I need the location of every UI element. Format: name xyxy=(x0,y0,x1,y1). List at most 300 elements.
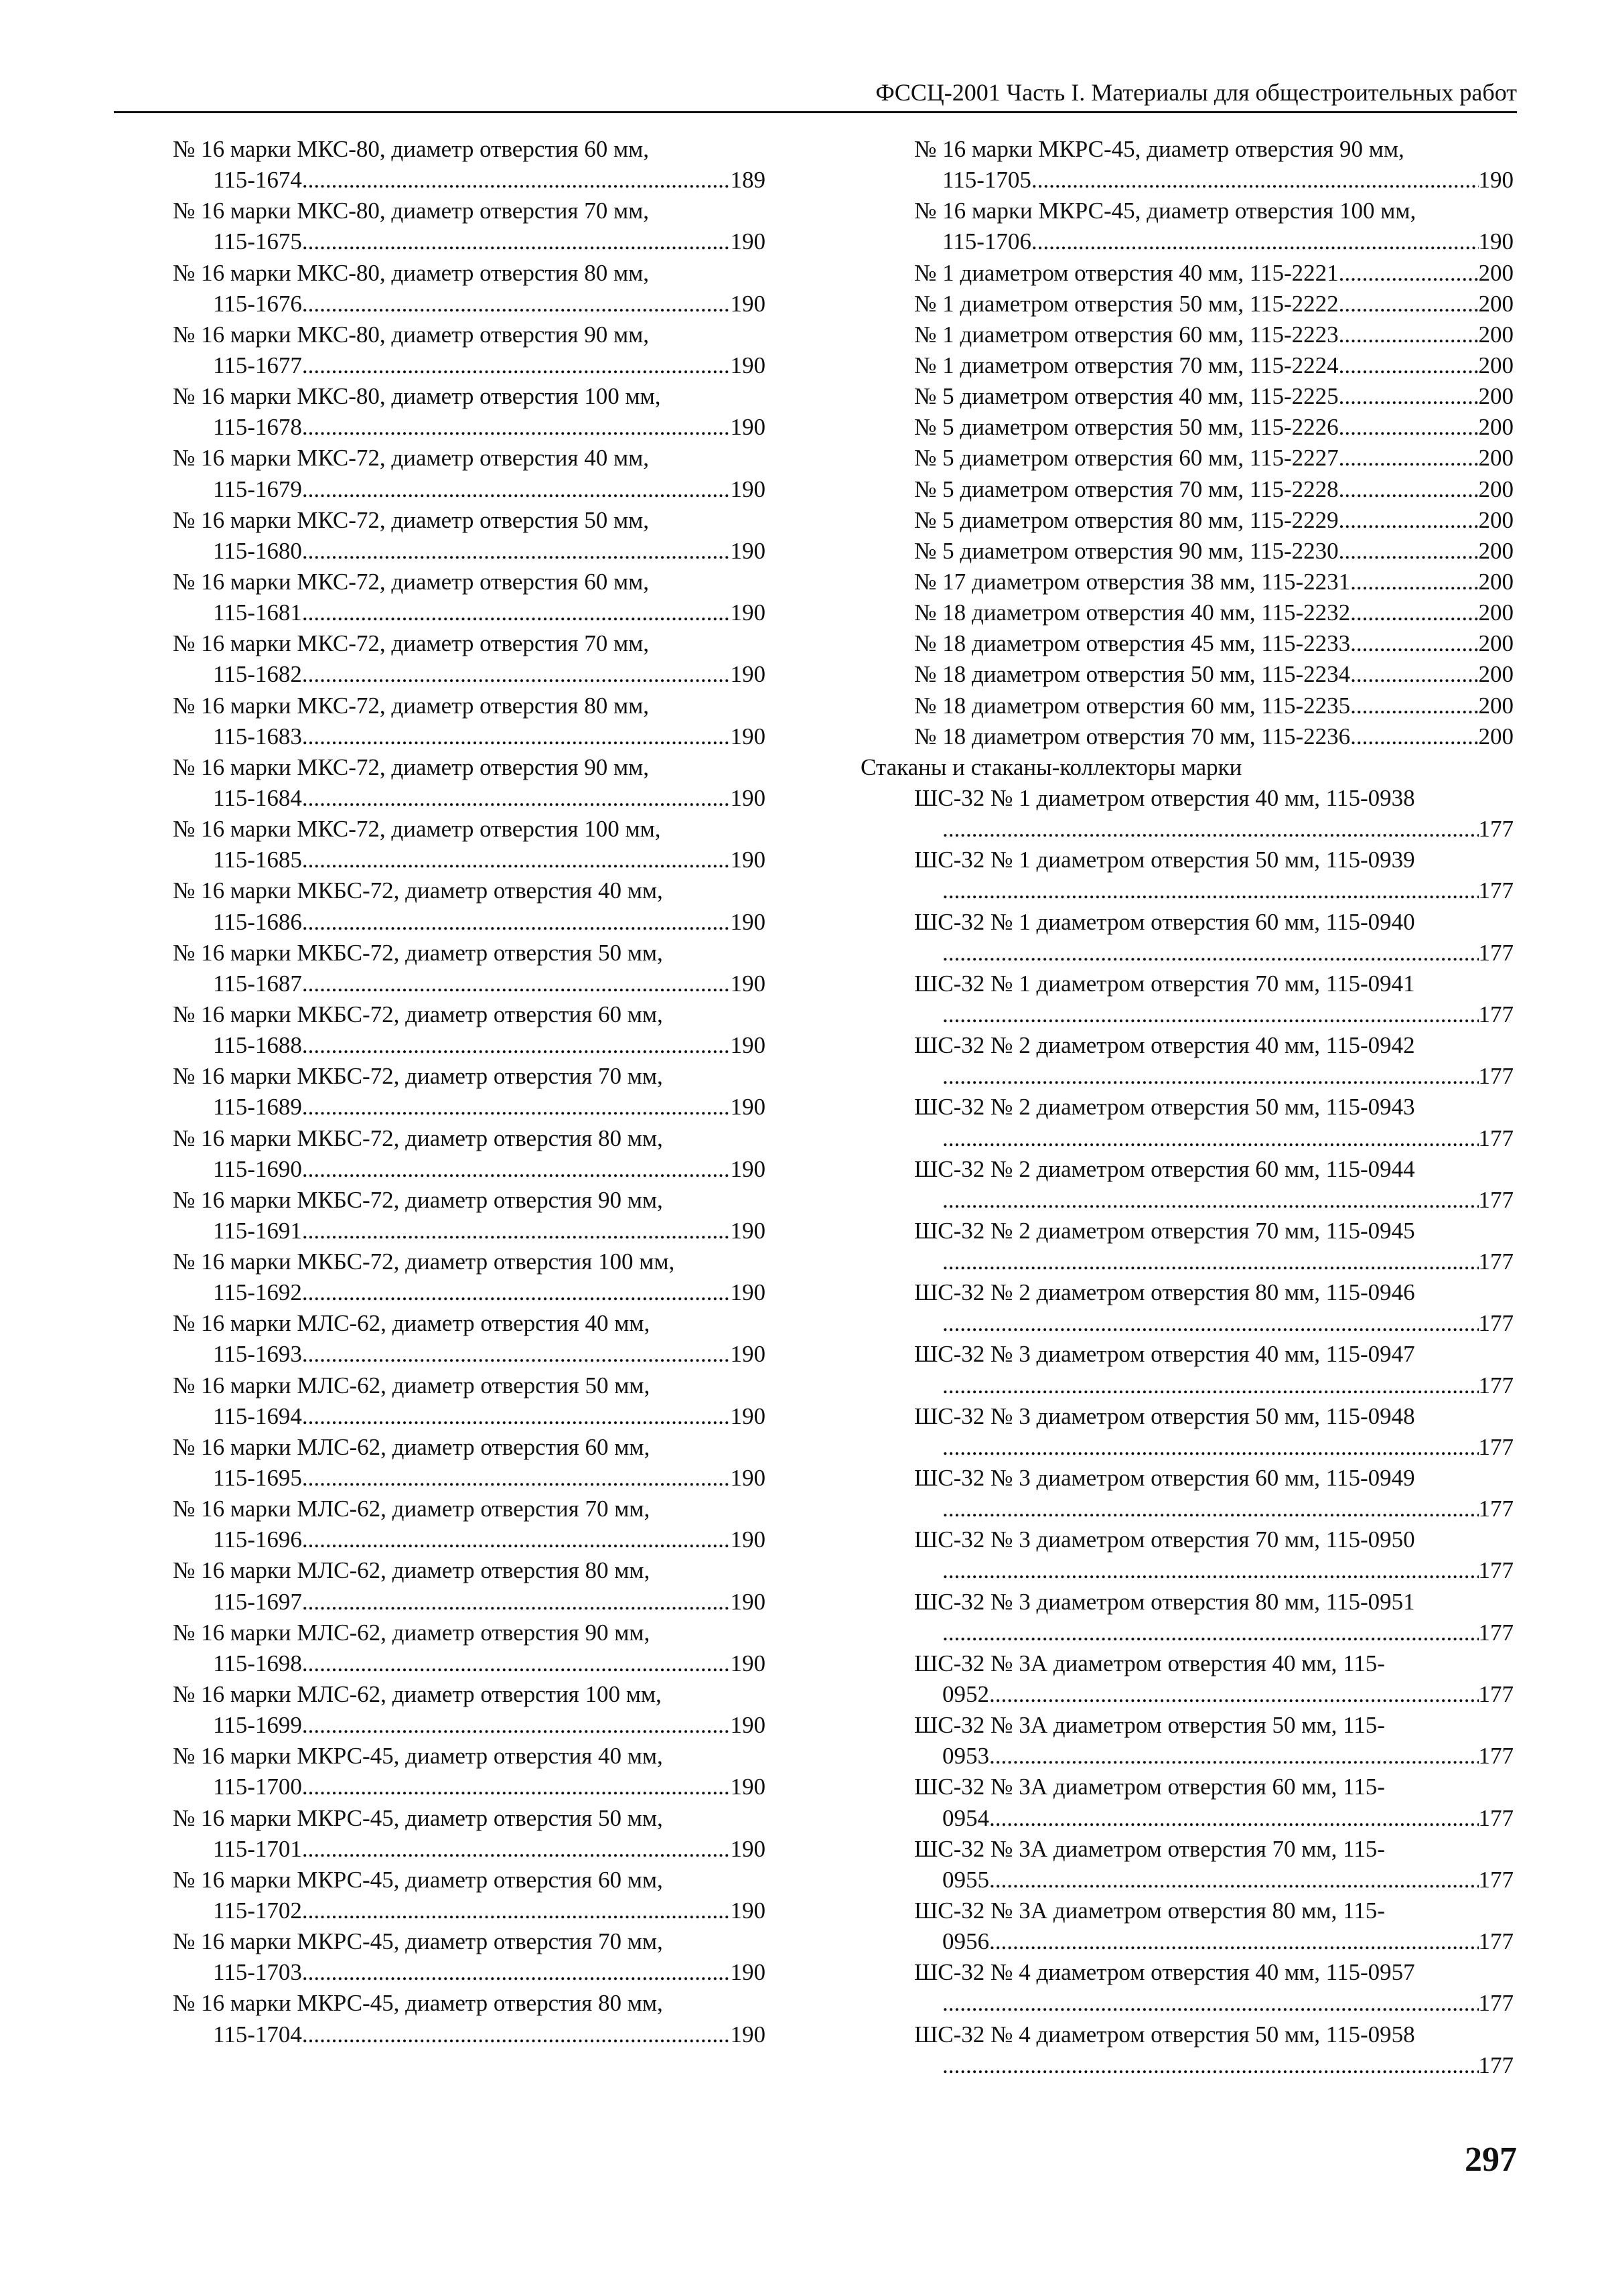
index-entry-text: ШС-32 № 2 диаметром отверстия 70 мм, 115-0945 xyxy=(914,1217,1415,1244)
entry-page-ref: 190 xyxy=(730,352,765,378)
index-entry-text: ШС-32 № 3 диаметром отверстия 80 мм, 115-0951 xyxy=(914,1588,1415,1615)
index-entry-leader-line xyxy=(173,474,765,505)
dot-leader xyxy=(989,1865,1479,1895)
index-entry-text: ШС-32 № 1 диаметром отверстия 60 мм, 115-0940 xyxy=(914,908,1415,935)
entry-page-ref: 190 xyxy=(730,1897,765,1924)
dot-leader xyxy=(302,1587,731,1618)
entry-code: 115-1689 xyxy=(213,1094,302,1121)
index-entry-leader-line xyxy=(914,659,1514,690)
index-entry-leader-line xyxy=(173,1401,765,1432)
index-entry-text: № 16 марки МКС-80, диаметр отверстия 80 мм, xyxy=(173,259,650,286)
index-entry-text: № 16 марки МКС-72, диаметр отверстия 60 мм, xyxy=(173,568,650,595)
entry-page-ref: 200 xyxy=(1478,414,1514,441)
entry-code: 115-1682 xyxy=(213,661,302,688)
index-entry-text: № 16 марки МЛС-62, диаметр отверстия 60 мм, xyxy=(173,1433,650,1460)
entry-page-ref: 190 xyxy=(730,1465,765,1492)
dot-leader xyxy=(302,968,731,999)
dot-leader xyxy=(302,226,731,257)
index-entry-text: № 16 марки МКС-80, диаметр отверстия 90 мм, xyxy=(173,321,650,348)
index-entry-leader-line xyxy=(914,1988,1514,2019)
index-entry-text: ШС-32 № 3А диаметром отверстия 60 мм, 115- xyxy=(914,1774,1385,1800)
dot-leader xyxy=(302,1463,731,1494)
entry-code: № 1 диаметром отверстия 40 мм, 115-2221 xyxy=(914,259,1339,286)
entry-code: № 18 диаметром отверстия 70 мм, 115-2236 xyxy=(914,723,1351,749)
entry-page-ref: 200 xyxy=(1478,352,1514,378)
entry-code: 0955 xyxy=(942,1866,989,1893)
dot-leader xyxy=(302,1030,731,1061)
entry-page-ref: 200 xyxy=(1478,568,1514,595)
entry-page-ref: 190 xyxy=(730,537,765,564)
dot-leader xyxy=(302,1834,731,1865)
index-entry-leader-line xyxy=(914,1803,1514,1834)
entry-code: 115-1693 xyxy=(213,1341,302,1368)
entry-page-ref: 177 xyxy=(1478,1125,1514,1151)
entry-page-ref: 177 xyxy=(1478,1001,1514,1027)
index-entry-text: № 16 марки МКРС-45, диаметр отверстия 90 мм, xyxy=(914,136,1404,162)
index-entry-text: ШС-32 № 2 диаметром отверстия 40 мм, 115-0942 xyxy=(914,1032,1415,1059)
index-entry-leader-line xyxy=(914,443,1514,474)
index-entry-leader-line xyxy=(173,1895,765,1926)
dot-leader xyxy=(989,1741,1479,1772)
entry-page-ref: 190 xyxy=(730,1959,765,1986)
entry-code: 115-1694 xyxy=(213,1403,302,1429)
index-entry-text: № 16 марки МКС-72, диаметр отверстия 70 мм, xyxy=(173,630,650,657)
index-entry-leader-line xyxy=(914,536,1514,567)
index-entry-leader-line xyxy=(173,1524,765,1555)
dot-leader xyxy=(1350,597,1478,628)
entry-page-ref: 177 xyxy=(1478,1990,1514,2017)
dot-leader xyxy=(302,1710,731,1741)
entry-code: 115-1686 xyxy=(213,908,302,935)
index-entry-text: ШС-32 № 1 диаметром отверстия 50 мм, 115-0939 xyxy=(914,847,1415,873)
dot-leader xyxy=(1339,536,1479,567)
dot-leader xyxy=(989,1803,1479,1834)
entry-code: 115-1678 xyxy=(213,414,302,441)
index-entry-leader-line xyxy=(914,381,1514,412)
entry-page-ref: 190 xyxy=(730,414,765,441)
entry-page-ref: 177 xyxy=(1478,1804,1514,1831)
dot-leader xyxy=(942,1123,1479,1154)
entry-code: 115-1706 xyxy=(942,228,1031,255)
entry-page-ref: 200 xyxy=(1478,723,1514,749)
entry-page-ref: 177 xyxy=(1478,1928,1514,1955)
index-entry-text: № 16 марки МКС-72, диаметр отверстия 40 мм, xyxy=(173,445,650,472)
entry-page-ref: 200 xyxy=(1478,290,1514,317)
entry-page-ref: 177 xyxy=(1478,1433,1514,1460)
dot-leader xyxy=(302,165,731,196)
entry-page-ref: 190 xyxy=(730,1835,765,1862)
dot-leader xyxy=(1339,350,1479,381)
entry-page-ref: 190 xyxy=(730,290,765,317)
index-entry-leader-line xyxy=(914,1679,1514,1710)
index-entry-leader-line xyxy=(173,226,765,257)
dot-leader xyxy=(1031,165,1479,196)
dot-leader xyxy=(942,1370,1479,1401)
entry-code: 115-1691 xyxy=(213,1217,302,1244)
dot-leader xyxy=(302,1339,731,1370)
index-entry-leader-line xyxy=(173,1216,765,1246)
dot-leader xyxy=(942,2050,1479,2081)
index-entry-text: ШС-32 № 3А диаметром отверстия 80 мм, 115- xyxy=(914,1897,1385,1924)
entry-page-ref: 200 xyxy=(1478,692,1514,719)
index-entry-text: ШС-32 № 2 диаметром отверстия 50 мм, 115-0943 xyxy=(914,1094,1415,1121)
index-entry-leader-line xyxy=(914,938,1514,968)
entry-page-ref: 177 xyxy=(1478,939,1514,966)
index-entry-leader-line xyxy=(914,319,1514,350)
index-entry-text: ШС-32 № 3 диаметром отверстия 60 мм, 115-0949 xyxy=(914,1465,1415,1492)
dot-leader xyxy=(989,1926,1479,1957)
index-entry-text: № 16 марки МКБС-72, диаметр отверстия 90 мм, xyxy=(173,1186,663,1213)
index-entry-leader-line xyxy=(914,999,1514,1030)
index-entry-text: № 16 марки МКС-80, диаметр отверстия 100 мм, xyxy=(173,383,661,410)
index-entry-leader-line xyxy=(914,1618,1514,1648)
index-entry-text: № 16 марки МКС-72, диаметр отверстия 90 мм, xyxy=(173,754,650,780)
entry-page-ref: 190 xyxy=(730,1712,765,1739)
page-number: 297 xyxy=(1465,2141,1517,2179)
index-entry-leader-line xyxy=(914,1494,1514,1524)
dot-leader xyxy=(1339,319,1479,350)
entry-page-ref: 200 xyxy=(1478,321,1514,348)
dot-leader xyxy=(302,350,731,381)
dot-leader xyxy=(302,845,731,875)
entry-code: 115-1704 xyxy=(213,2021,302,2048)
entry-code: 115-1701 xyxy=(213,1835,302,1862)
index-entry-leader-line xyxy=(173,350,765,381)
dot-leader xyxy=(1339,381,1479,412)
index-entry-leader-line xyxy=(914,691,1514,721)
index-entry-text: № 16 марки МЛС-62, диаметр отверстия 40 мм, xyxy=(173,1310,650,1337)
entry-page-ref: 190 xyxy=(730,847,765,873)
index-entry-leader-line xyxy=(914,1926,1514,1957)
index-entry-text: № 16 марки МЛС-62, диаметр отверстия 100 мм, xyxy=(173,1681,662,1708)
dot-leader xyxy=(942,1494,1479,1524)
index-entry-leader-line xyxy=(173,1834,765,1865)
index-entry-leader-line xyxy=(173,845,765,875)
entry-code: 115-1687 xyxy=(213,970,302,997)
dot-leader xyxy=(942,1618,1479,1648)
index-entry-leader-line xyxy=(914,567,1514,597)
index-entry-leader-line xyxy=(173,968,765,999)
index-entry-leader-line xyxy=(914,505,1514,536)
entry-page-ref: 177 xyxy=(1478,1557,1514,1584)
entry-code: 115-1674 xyxy=(213,167,302,194)
index-entry-text: № 16 марки МКРС-45, диаметр отверстия 100 мм, xyxy=(914,198,1416,224)
index-entry-leader-line xyxy=(914,289,1514,319)
entry-code: 115-1699 xyxy=(213,1712,302,1739)
entry-page-ref: 190 xyxy=(730,1094,765,1121)
entry-code: № 5 диаметром отверстия 80 мм, 115-2229 xyxy=(914,506,1339,533)
index-entry-text: № 16 марки МКС-72, диаметр отверстия 100 мм, xyxy=(173,816,661,843)
dot-leader xyxy=(942,1185,1479,1216)
entry-code: 115-1702 xyxy=(213,1897,302,1924)
entry-code: № 18 диаметром отверстия 40 мм, 115-2232 xyxy=(914,599,1351,626)
entry-code: № 5 диаметром отверстия 40 мм, 115-2225 xyxy=(914,383,1339,410)
dot-leader xyxy=(1339,443,1479,474)
entry-page-ref: 200 xyxy=(1478,476,1514,502)
dot-leader xyxy=(1339,474,1479,505)
index-entry-leader-line xyxy=(914,597,1514,628)
dot-leader xyxy=(942,875,1479,906)
entry-code: 115-1690 xyxy=(213,1155,302,1182)
dot-leader xyxy=(942,1988,1479,2019)
index-entry-text: ШС-32 № 3А диаметром отверстия 40 мм, 115- xyxy=(914,1650,1385,1676)
index-entry-text: № 16 марки МКРС-45, диаметр отверстия 70 мм, xyxy=(173,1928,663,1955)
entry-code: № 18 диаметром отверстия 60 мм, 115-2235 xyxy=(914,692,1351,719)
dot-leader xyxy=(302,1216,731,1246)
entry-page-ref: 190 xyxy=(730,908,765,935)
index-entry-leader-line xyxy=(173,165,765,196)
entry-page-ref: 200 xyxy=(1478,630,1514,657)
entry-page-ref: 190 xyxy=(730,1526,765,1553)
entry-page-ref: 190 xyxy=(1478,228,1514,255)
entry-code: 115-1703 xyxy=(213,1959,302,1986)
index-column-left xyxy=(173,134,765,2050)
entry-page-ref: 190 xyxy=(730,476,765,502)
dot-leader xyxy=(302,1524,731,1555)
index-entry-text: № 16 марки МКС-80, диаметр отверстия 60 мм, xyxy=(173,136,650,162)
entry-page-ref: 200 xyxy=(1478,259,1514,286)
dot-leader xyxy=(1350,659,1478,690)
dot-leader xyxy=(302,289,731,319)
dot-leader xyxy=(942,1432,1479,1463)
index-entry-leader-line xyxy=(914,1308,1514,1339)
index-entry-leader-line xyxy=(173,597,765,628)
index-entry-leader-line xyxy=(173,1277,765,1308)
index-entry-leader-line xyxy=(173,1154,765,1185)
entry-page-ref: 190 xyxy=(730,1032,765,1059)
dot-leader xyxy=(302,1957,731,1988)
entry-code: 115-1696 xyxy=(213,1526,302,1553)
dot-leader xyxy=(302,1154,731,1185)
entry-page-ref: 200 xyxy=(1478,383,1514,410)
entry-code: 115-1677 xyxy=(213,352,302,378)
index-entry-leader-line xyxy=(173,1463,765,1494)
entry-page-ref: 190 xyxy=(730,1217,765,1244)
index-entry-leader-line xyxy=(914,1246,1514,1277)
index-entry-text: № 16 марки МКРС-45, диаметр отверстия 80 мм, xyxy=(173,1990,663,2017)
dot-leader xyxy=(302,1895,731,1926)
index-entry-text: ШС-32 № 3А диаметром отверстия 70 мм, 115- xyxy=(914,1835,1385,1862)
entry-code: 115-1676 xyxy=(213,290,302,317)
dot-leader xyxy=(302,1772,731,1802)
entry-page-ref: 190 xyxy=(730,970,765,997)
entry-page-ref: 190 xyxy=(730,1403,765,1429)
dot-leader xyxy=(942,1246,1479,1277)
entry-page-ref: 200 xyxy=(1478,506,1514,533)
index-entry-leader-line xyxy=(173,536,765,567)
index-entry-leader-line xyxy=(914,628,1514,659)
dot-leader xyxy=(302,536,731,567)
index-entry-text: № 16 марки МКБС-72, диаметр отверстия 80 мм, xyxy=(173,1125,663,1151)
entry-code: 0953 xyxy=(942,1743,989,1770)
index-entry-leader-line xyxy=(173,659,765,690)
index-entry-text: № 16 марки МКБС-72, диаметр отверстия 40 мм, xyxy=(173,877,663,904)
entry-code: 0956 xyxy=(942,1928,989,1955)
entry-code: 115-1685 xyxy=(213,847,302,873)
dot-leader xyxy=(302,597,731,628)
entry-page-ref: 177 xyxy=(1478,1310,1514,1337)
dot-leader xyxy=(1350,628,1478,659)
index-entry-leader-line xyxy=(914,875,1514,906)
entry-code: 115-1675 xyxy=(213,228,302,255)
entry-page-ref: 190 xyxy=(730,723,765,749)
index-entry-text: № 16 марки МКС-72, диаметр отверстия 50 мм, xyxy=(173,506,650,533)
running-header xyxy=(114,75,1517,113)
entry-code: 115-1679 xyxy=(213,476,302,502)
dot-leader xyxy=(942,1555,1479,1586)
section-heading: Стаканы и стаканы-коллекторы марки xyxy=(861,754,1242,780)
entry-code: № 5 диаметром отверстия 60 мм, 115-2227 xyxy=(914,445,1339,472)
entry-page-ref: 177 xyxy=(1478,1619,1514,1646)
dot-leader xyxy=(942,999,1479,1030)
index-entry-text: ШС-32 № 4 диаметром отверстия 50 мм, 115-0958 xyxy=(914,2021,1415,2048)
dot-leader xyxy=(1339,505,1479,536)
dot-leader xyxy=(1339,289,1479,319)
entry-page-ref: 190 xyxy=(730,1279,765,1306)
entry-page-ref: 190 xyxy=(730,2021,765,2048)
entry-code: № 1 диаметром отверстия 60 мм, 115-2223 xyxy=(914,321,1339,348)
entry-page-ref: 200 xyxy=(1478,661,1514,688)
dot-leader xyxy=(302,1092,731,1123)
entry-code: № 5 диаметром отверстия 50 мм, 115-2226 xyxy=(914,414,1339,441)
dot-leader xyxy=(302,783,731,814)
dot-leader xyxy=(1031,226,1479,257)
dot-leader xyxy=(302,2019,731,2050)
entry-page-ref: 177 xyxy=(1478,1186,1514,1213)
index-entry-leader-line xyxy=(173,721,765,752)
index-entry-leader-line xyxy=(173,1587,765,1618)
entry-code: 0952 xyxy=(942,1681,989,1708)
entry-code: № 18 диаметром отверстия 50 мм, 115-2234 xyxy=(914,661,1351,688)
entry-code: № 17 диаметром отверстия 38 мм, 115-2231 xyxy=(914,568,1351,595)
index-entry-leader-line xyxy=(914,1370,1514,1401)
index-entry-leader-line xyxy=(173,412,765,443)
index-entry-leader-line xyxy=(914,1123,1514,1154)
index-entry-leader-line xyxy=(173,1648,765,1679)
entry-code: 115-1684 xyxy=(213,784,302,811)
index-entry-leader-line xyxy=(914,165,1514,196)
entry-page-ref: 177 xyxy=(1478,877,1514,904)
index-entry-leader-line xyxy=(173,289,765,319)
dot-leader xyxy=(302,474,731,505)
entry-page-ref: 190 xyxy=(730,1341,765,1368)
index-entry-text: № 16 марки МКБС-72, диаметр отверстия 60 мм, xyxy=(173,1001,663,1027)
dot-leader xyxy=(1339,258,1479,289)
index-entry-text: № 16 марки МКБС-72, диаметр отверстия 50 мм, xyxy=(173,939,663,966)
entry-page-ref: 177 xyxy=(1478,1866,1514,1893)
dot-leader xyxy=(302,1648,731,1679)
dot-leader xyxy=(302,1277,731,1308)
entry-page-ref: 190 xyxy=(730,1774,765,1800)
entry-page-ref: 177 xyxy=(1478,1743,1514,1770)
entry-page-ref: 200 xyxy=(1478,445,1514,472)
dot-leader xyxy=(302,412,731,443)
entry-page-ref: 190 xyxy=(730,1155,765,1182)
entry-page-ref: 200 xyxy=(1478,599,1514,626)
index-entry-leader-line xyxy=(914,1865,1514,1895)
entry-page-ref: 177 xyxy=(1478,1248,1514,1275)
index-entry-leader-line xyxy=(914,1432,1514,1463)
entry-page-ref: 190 xyxy=(730,228,765,255)
entry-page-ref: 200 xyxy=(1478,537,1514,564)
index-entry-text: № 16 марки МКРС-45, диаметр отверстия 40 мм, xyxy=(173,1743,663,1770)
index-entry-leader-line xyxy=(173,1957,765,1988)
entry-code: 115-1683 xyxy=(213,723,302,749)
entry-code: 115-1695 xyxy=(213,1465,302,1492)
index-entry-text: № 16 марки МЛС-62, диаметр отверстия 70 мм, xyxy=(173,1496,650,1522)
entry-page-ref: 177 xyxy=(1478,1063,1514,1090)
entry-code: 115-1688 xyxy=(213,1032,302,1059)
index-entry-leader-line xyxy=(914,2050,1514,2081)
index-entry-text: ШС-32 № 3 диаметром отверстия 40 мм, 115-0947 xyxy=(914,1341,1415,1368)
index-entry-leader-line xyxy=(914,1185,1514,1216)
entry-code: 115-1692 xyxy=(213,1279,302,1306)
entry-page-ref: 177 xyxy=(1478,816,1514,843)
index-entry-text: ШС-32 № 2 диаметром отверстия 60 мм, 115-0944 xyxy=(914,1155,1415,1182)
entry-code: 115-1681 xyxy=(213,599,302,626)
dot-leader xyxy=(302,1401,731,1432)
entry-code: № 5 диаметром отверстия 70 мм, 115-2228 xyxy=(914,476,1339,502)
index-entry-text: № 16 марки МКРС-45, диаметр отверстия 50 мм, xyxy=(173,1804,663,1831)
dot-leader xyxy=(302,907,731,938)
index-entry-leader-line xyxy=(914,226,1514,257)
index-entry-leader-line xyxy=(914,412,1514,443)
entry-page-ref: 190 xyxy=(730,599,765,626)
entry-code: № 1 диаметром отверстия 50 мм, 115-2222 xyxy=(914,290,1339,317)
index-entry-leader-line xyxy=(914,814,1514,845)
entry-page-ref: 177 xyxy=(1478,1681,1514,1708)
index-entry-leader-line xyxy=(173,1710,765,1741)
dot-leader xyxy=(1350,691,1478,721)
index-column-right xyxy=(861,134,1514,2081)
index-entry-text: № 16 марки МЛС-62, диаметр отверстия 90 мм, xyxy=(173,1619,650,1646)
index-entry-leader-line xyxy=(173,1339,765,1370)
dot-leader xyxy=(942,1061,1479,1092)
index-entry-text: ШС-32 № 4 диаметром отверстия 40 мм, 115-0957 xyxy=(914,1959,1415,1986)
entry-code: № 1 диаметром отверстия 70 мм, 115-2224 xyxy=(914,352,1339,378)
index-entry-text: № 16 марки МКС-80, диаметр отверстия 70 мм, xyxy=(173,198,650,224)
index-entry-text: ШС-32 № 2 диаметром отверстия 80 мм, 115-0946 xyxy=(914,1279,1415,1306)
entry-page-ref: 190 xyxy=(730,1588,765,1615)
index-entry-leader-line xyxy=(914,1741,1514,1772)
dot-leader xyxy=(1350,721,1478,752)
index-entry-text: ШС-32 № 3 диаметром отверстия 70 мм, 115-0950 xyxy=(914,1526,1415,1553)
dot-leader xyxy=(989,1679,1479,1710)
index-entry-text: ШС-32 № 3 диаметром отверстия 50 мм, 115-0948 xyxy=(914,1403,1415,1429)
index-entry-leader-line xyxy=(173,2019,765,2050)
entry-code: № 18 диаметром отверстия 45 мм, 115-2233 xyxy=(914,630,1351,657)
index-entry-leader-line xyxy=(914,1555,1514,1586)
dot-leader xyxy=(942,1308,1479,1339)
entry-code: 115-1705 xyxy=(942,167,1031,194)
entry-page-ref: 177 xyxy=(1478,1496,1514,1522)
index-entry-text: ШС-32 № 3А диаметром отверстия 50 мм, 115- xyxy=(914,1712,1385,1739)
index-entry-text: № 16 марки МЛС-62, диаметр отверстия 80 мм, xyxy=(173,1557,650,1584)
index-entry-text: № 16 марки МЛС-62, диаметр отверстия 50 мм, xyxy=(173,1372,650,1398)
header-title: ФССЦ-2001 Часть I. Материалы для общестроительных работ xyxy=(875,79,1517,106)
entry-page-ref: 190 xyxy=(730,661,765,688)
entry-page-ref: 190 xyxy=(730,1650,765,1676)
entry-page-ref: 177 xyxy=(1478,2052,1514,2078)
dot-leader xyxy=(942,938,1479,968)
index-entry-text: № 16 марки МКРС-45, диаметр отверстия 60 мм, xyxy=(173,1866,663,1893)
index-entry-text: № 16 марки МКС-72, диаметр отверстия 80 мм, xyxy=(173,692,650,719)
index-entry-leader-line xyxy=(914,721,1514,752)
entry-code: 115-1698 xyxy=(213,1650,302,1676)
index-entry-text: № 16 марки МКБС-72, диаметр отверстия 70 мм, xyxy=(173,1063,663,1090)
entry-page-ref: 177 xyxy=(1478,1372,1514,1398)
index-entry-leader-line xyxy=(173,1092,765,1123)
